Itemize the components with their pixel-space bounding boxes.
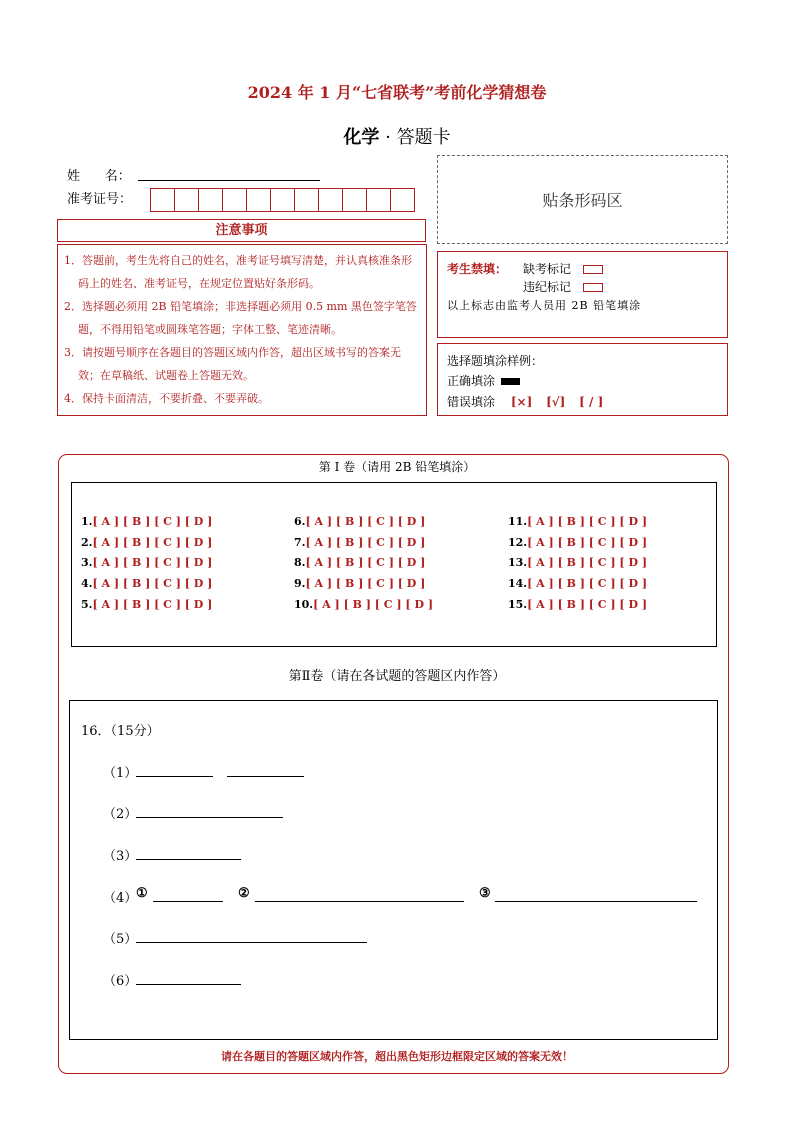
question-number: 10. <box>294 597 314 611</box>
absent-mark-label: 缺考标记 <box>523 262 572 276</box>
choice-row[interactable] <box>294 574 433 595</box>
id-digit-box[interactable] <box>270 188 295 212</box>
fill-sample-box <box>437 343 728 416</box>
choice-row[interactable] <box>508 574 647 595</box>
examiner-only-box <box>437 251 728 338</box>
id-digit-box[interactable] <box>174 188 199 212</box>
answer-blank[interactable] <box>136 983 241 985</box>
wrong-fill-row <box>447 393 603 410</box>
choice-row[interactable] <box>294 533 433 554</box>
subject-label: 化学 <box>343 127 380 148</box>
choice-row[interactable] <box>508 595 647 616</box>
circled-two: ② <box>238 886 250 901</box>
id-digit-box[interactable] <box>150 188 175 212</box>
question-number: 7. <box>294 535 306 549</box>
sub-question-label: （2） <box>103 807 138 822</box>
correct-fill-label: 正确填涂 <box>447 374 496 388</box>
choice-column-1 <box>81 512 212 616</box>
choice-row[interactable] <box>294 595 433 616</box>
correct-fill-row <box>447 372 520 389</box>
id-digit-box[interactable] <box>222 188 247 212</box>
id-digit-box[interactable] <box>198 188 223 212</box>
id-digit-box[interactable] <box>294 188 319 212</box>
notice-item: 1．答题前，考生先将自己的姓名，准考证号填写清楚，并认真核准条形码上的姓名、准考证号，在规定位置贴好条形码。 <box>64 254 412 290</box>
choice-options[interactable]: [ A ] [ B ] [ C ] [ D ] <box>92 556 213 570</box>
forbid-note: 以上标志由监考人员用 2B 铅笔填涂 <box>447 299 642 312</box>
notice-item: 4．保持卡面清洁，不要折叠、不要弄破。 <box>64 392 269 405</box>
question-number: 3. <box>81 556 93 570</box>
choice-options[interactable]: [ A ] [ B ] [ C ] [ D ] <box>305 535 426 549</box>
name-label: 姓 名： <box>67 169 131 184</box>
question-number: 9. <box>294 577 306 591</box>
choice-row[interactable] <box>81 533 212 554</box>
answer-card-label: 答题卡 <box>396 127 451 148</box>
choice-options[interactable]: [ A ] [ B ] [ C ] [ D ] <box>92 597 213 611</box>
sub-question-label: （1） <box>103 766 138 781</box>
sub-question-label: （3） <box>103 849 138 864</box>
question-number: 11. <box>508 515 528 528</box>
choice-row[interactable] <box>81 595 212 616</box>
choice-options[interactable]: [ A ] [ B ] [ C ] [ D ] <box>305 515 426 528</box>
id-digit-box[interactable] <box>390 188 415 212</box>
question-number: 8. <box>294 556 306 570</box>
choice-options[interactable]: [ A ] [ B ] [ C ] [ D ] <box>527 577 648 591</box>
sub-question-label: （6） <box>103 974 138 989</box>
part2-title: 第Ⅱ卷（请在各试题的答题区内作答） <box>288 669 506 684</box>
free-response-box <box>69 700 718 1040</box>
footer-warning: 请在各题目的答题区域内作答，超出黑色矩形边框限定区域的答案无效！ <box>221 1050 573 1063</box>
id-label: 准考证号： <box>67 192 133 207</box>
choice-options[interactable]: [ A ] [ B ] [ C ] [ D ] <box>305 556 426 570</box>
violation-mark-box[interactable] <box>583 283 603 292</box>
answer-blank[interactable] <box>136 858 241 860</box>
violation-mark-row <box>523 278 603 295</box>
barcode-label: 贴条形码区 <box>542 191 623 210</box>
choice-options[interactable]: [ A ] [ B ] [ C ] [ D ] <box>527 515 648 528</box>
wrong-mark-cross: [×] <box>510 395 533 409</box>
answer-blank[interactable] <box>136 816 283 818</box>
choice-row[interactable] <box>508 553 647 574</box>
sub-question-label: （5） <box>103 932 138 947</box>
question-number: 15. <box>508 597 528 611</box>
question-number: 4. <box>81 577 93 591</box>
wrong-mark-check: [√] <box>546 395 566 409</box>
choice-options[interactable]: [ A ] [ B ] [ C ] [ D ] <box>527 597 648 611</box>
notice-heading: 注意事项 <box>57 219 426 242</box>
wrong-mark-slash: [ / ] <box>579 395 604 409</box>
id-digit-box[interactable] <box>318 188 343 212</box>
id-digit-box[interactable] <box>246 188 271 212</box>
violation-mark-label: 违纪标记 <box>523 280 572 294</box>
choice-options[interactable]: [ A ] [ B ] [ C ] [ D ] <box>313 597 434 611</box>
answer-blank[interactable] <box>495 900 697 902</box>
notice-item: 3．请按题号顺序在各题目的答题区域内作答，超出区域书写的答案无效；在草稿纸、试题卷上答题无效。 <box>64 346 401 382</box>
choice-row[interactable] <box>508 533 647 554</box>
title-separator: · <box>385 127 391 148</box>
absent-mark-box[interactable] <box>583 265 603 274</box>
question-number: 12. <box>508 535 528 549</box>
choice-options[interactable]: [ A ] [ B ] [ C ] [ D ] <box>527 535 648 549</box>
choice-row[interactable] <box>81 574 212 595</box>
exam-id-boxes <box>151 188 415 212</box>
choice-row[interactable] <box>294 512 433 533</box>
forbid-label: 考生禁填： <box>447 262 508 276</box>
choice-column-2 <box>294 512 433 616</box>
answer-blank[interactable] <box>136 941 367 943</box>
choice-row[interactable] <box>508 512 647 533</box>
id-digit-box[interactable] <box>366 188 391 212</box>
notice-item: 2．选择题必须用 2B 铅笔填涂；非选择题必须用 0.5 mm 黑色签字笔答题，不得用铅笔或圆珠笔答题；字体工整、笔迹清晰。 <box>64 300 417 336</box>
question-number: 13. <box>508 556 528 570</box>
answer-sheet-title <box>0 123 794 149</box>
choice-options[interactable]: [ A ] [ B ] [ C ] [ D ] <box>92 515 213 528</box>
question-number: 14. <box>508 577 528 591</box>
choice-options[interactable]: [ A ] [ B ] [ C ] [ D ] <box>527 556 648 570</box>
answer-blank[interactable] <box>153 900 223 902</box>
question-16-heading: 16．（15分） <box>81 724 160 739</box>
choice-row[interactable] <box>81 553 212 574</box>
part1-title: 第 I 卷（请用 2B 铅笔填涂） <box>318 460 476 474</box>
question-number: 1. <box>81 515 93 528</box>
choice-row[interactable] <box>294 553 433 574</box>
choice-options[interactable]: [ A ] [ B ] [ C ] [ D ] <box>92 577 213 591</box>
name-field[interactable] <box>138 179 320 181</box>
choice-row[interactable] <box>81 512 212 533</box>
barcode-area <box>437 155 728 244</box>
exam-title: 2024 年 1 月“七省联考”考前化学猜想卷 <box>247 83 547 102</box>
choice-options[interactable]: [ A ] [ B ] [ C ] [ D ] <box>305 577 426 591</box>
circled-one: ① <box>136 886 148 901</box>
question-number: 5. <box>81 597 93 611</box>
choice-options[interactable]: [ A ] [ B ] [ C ] [ D ] <box>92 535 213 549</box>
id-digit-box[interactable] <box>342 188 367 212</box>
sample-heading: 选择题填涂样例： <box>447 354 544 368</box>
wrong-fill-label: 错误填涂 <box>447 395 496 409</box>
filled-mark-icon <box>501 378 520 385</box>
answer-blank[interactable] <box>136 775 213 777</box>
sub-question-label: （4） <box>103 891 138 906</box>
answer-blank[interactable] <box>255 900 464 902</box>
question-number: 2. <box>81 535 93 549</box>
notice-list <box>57 244 427 416</box>
choice-column-3 <box>508 512 647 616</box>
question-number: 6. <box>294 515 306 528</box>
circled-three: ③ <box>479 886 491 901</box>
absent-mark-row <box>523 260 603 277</box>
answer-blank[interactable] <box>227 775 304 777</box>
